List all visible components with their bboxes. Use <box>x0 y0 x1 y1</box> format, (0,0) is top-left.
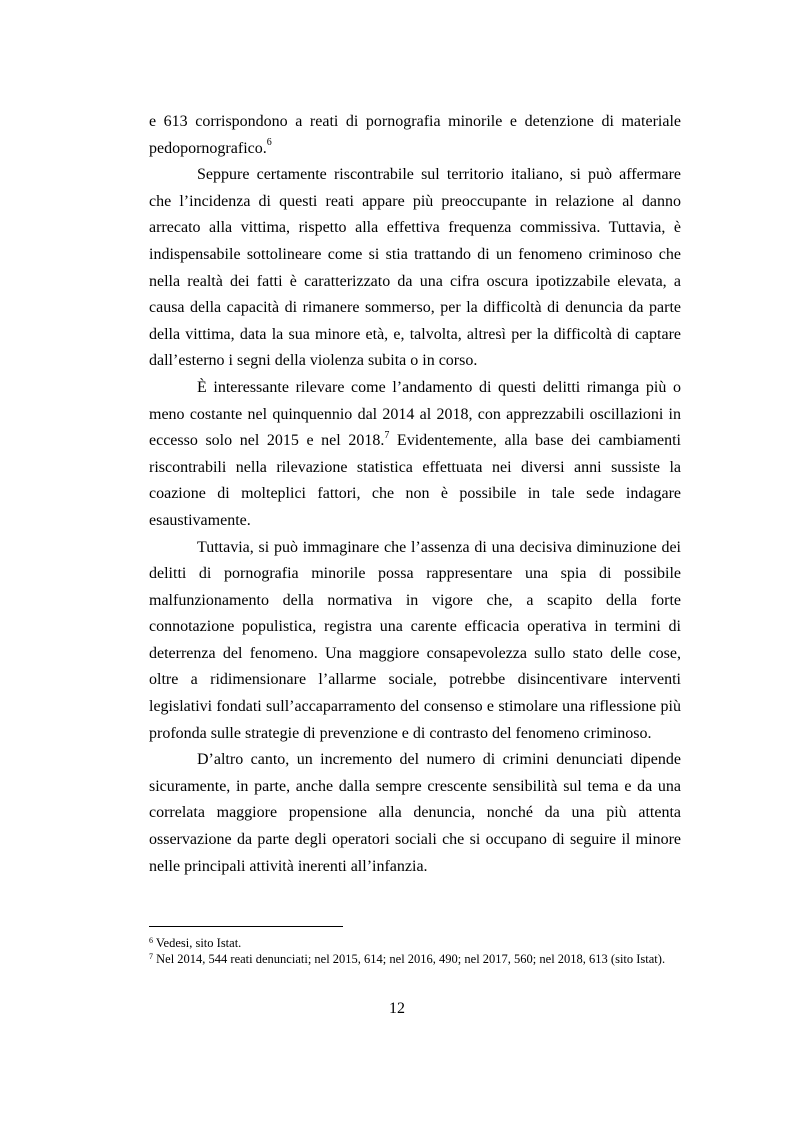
footnote-ref-6[interactable]: 6 <box>266 137 272 149</box>
footnote-6-text: Vedesi, sito Istat. <box>153 936 242 950</box>
paragraph-5-text: D’altro canto, un incremento del numero di crimini denunciati dipende sicuramente, in parte, anche dalla sempre crescente sensibilità sul tema e da una correlata maggiore propensione alla denuncia, nonché da una più attenta osservazione da parte degli operatori sociali che si occupano di seguire il minore nelle principali attività inerenti all’infanzia. <box>149 751 681 875</box>
footnote-6 <box>149 935 681 951</box>
paragraph-3-text: È interessante rilevare come l’andamento di questi delitti rimanga più o meno costante nel quinquennio dal 2014 al 2018, con apprezzabili oscillazioni in eccesso solo nel 2015 e nel 2018. <box>149 378 681 450</box>
paragraph-1 <box>149 109 681 162</box>
footnotes <box>149 935 681 967</box>
paragraph-1-text: e 613 corrispondono a reati di pornografia minorile e detenzione di materiale pedopornografico. <box>149 113 681 157</box>
footnote-ref-7[interactable]: 7 <box>384 429 390 441</box>
paragraph-2-text: Seppure certamente riscontrabile sul territorio italiano, si può affermare che l’incidenza di questi reati appare più preoccupante in relazione al danno arrecato alla vittima, rispetto alla effettiva frequenza commissiva. Tuttavia, è indispensabile sottolineare come si stia trattando di un fenomeno criminoso che nella realtà dei fatti è caratterizzato da una cifra oscura ipotizzabile elevata, a causa della capacità di rimanere sommerso, per la difficoltà di denuncia da parte della vittima, data la sua minore età, e, talvolta, altresì per la difficoltà di captare dall’esterno i segni della violenza subita o in corso. <box>149 166 681 370</box>
page-number: 12 <box>389 1000 405 1017</box>
paragraph-3-tail: Evidentemente, alla base dei cambiamenti riscontrabili nella rilevazione statistica effettuata nei diversi anni sussiste la coazione di molteplici fattori, che non è possibile in tale sede indagare esaustivamente. <box>149 432 681 529</box>
footnote-separator <box>149 926 343 927</box>
footnote-mark-6: 6 <box>149 936 153 945</box>
footnote-7-text: Nel 2014, 544 reati denunciati; nel 2015, 614; nel 2016, 490; nel 2017, 560; nel 2018, 613 (sito Istat). <box>153 952 666 966</box>
paragraph-3 <box>149 375 681 535</box>
page-body <box>149 109 681 880</box>
paragraph-4-text: Tuttavia, si può immaginare che l’assenza di una decisiva diminuzione dei delitti di pornografia minorile possa rappresentare una spia di possibile malfunzionamento della normativa in vigore che, a scapito della forte connotazione populistica, registra una carente efficacia operativa in termini di deterrenza del fenomeno. Una maggiore consapevolezza sullo stato delle cose, oltre a ridimensionare l’allarme sociale, potrebbe disincentivare interventi legislativi fondati sull’accaparramento del consenso e stimolare una riflessione più profonda sulle strategie di prevenzione e di contrasto del fenomeno criminoso. <box>149 538 681 742</box>
footnote-7 <box>149 951 681 967</box>
footnote-mark-7: 7 <box>149 952 153 961</box>
paragraph-5 <box>149 747 681 880</box>
paragraph-4 <box>149 535 681 748</box>
paragraph-2 <box>149 162 681 375</box>
